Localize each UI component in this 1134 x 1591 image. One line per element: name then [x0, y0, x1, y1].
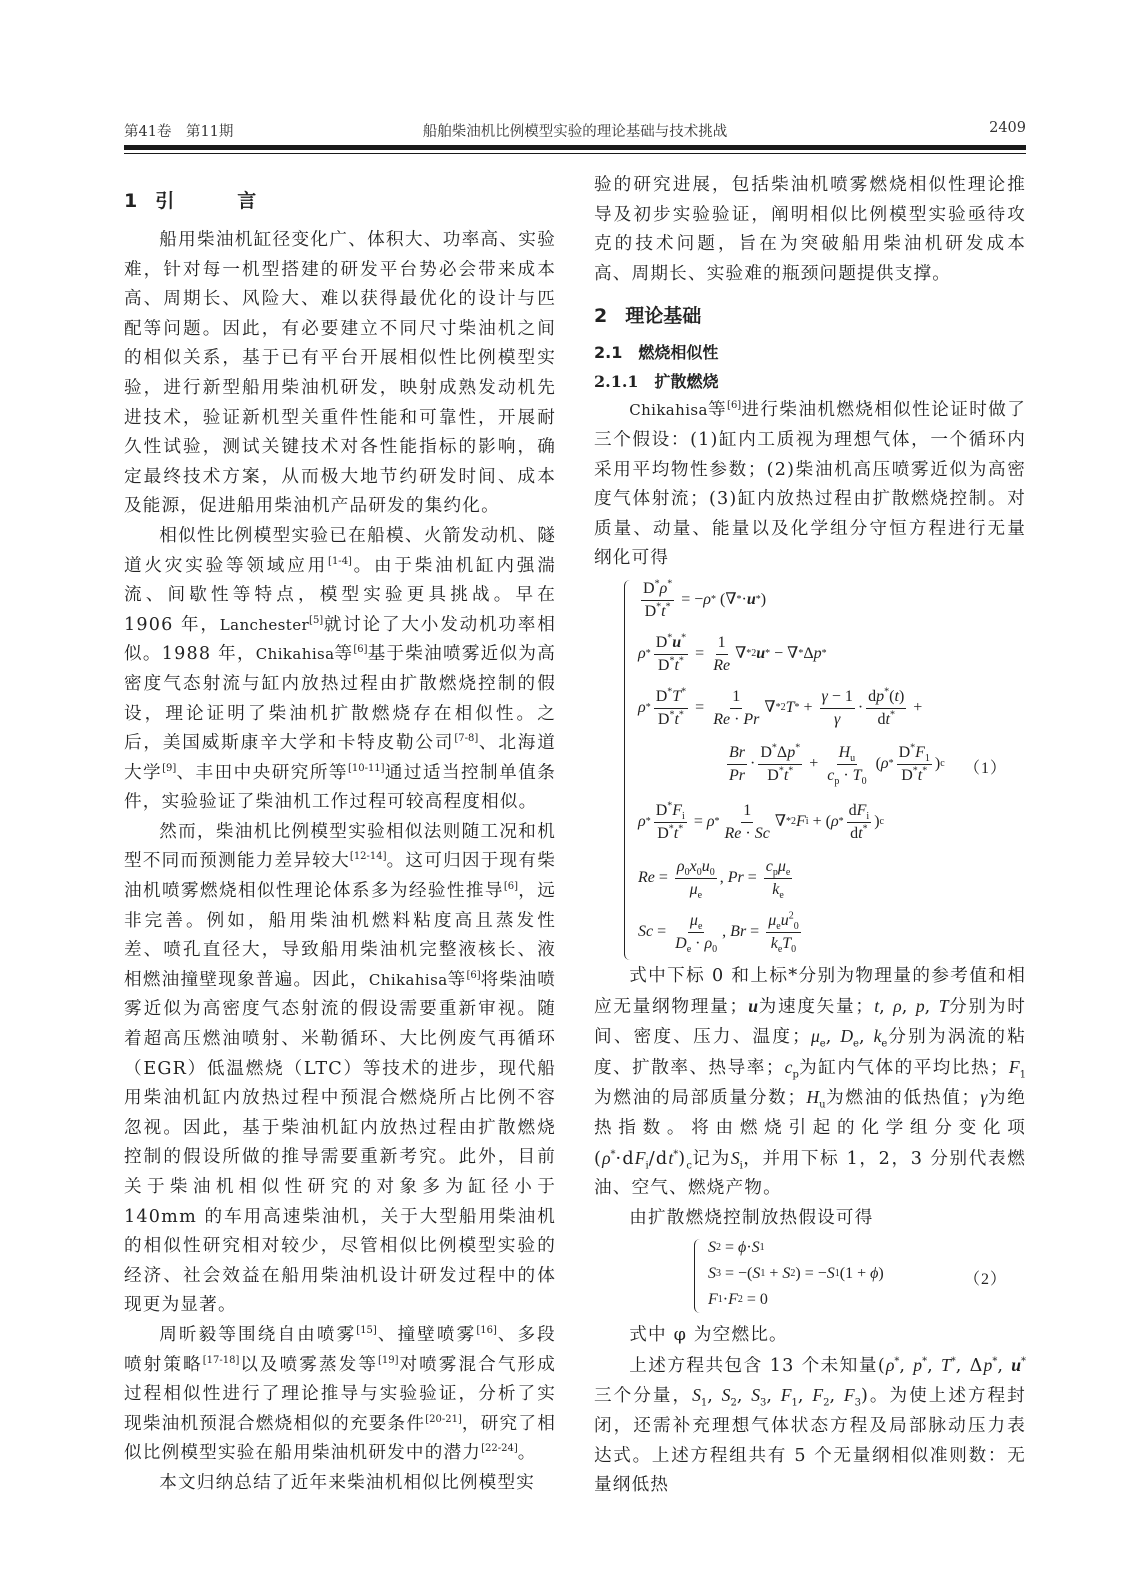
citation: [16] — [476, 1324, 497, 1336]
section-2-heading — [594, 299, 1026, 333]
subsection-heading: 2.1 燃烧相似性 — [594, 343, 719, 363]
author-name: Lanchester — [219, 615, 310, 634]
section-title: 引 言 — [155, 190, 279, 212]
citation: [17-18] — [202, 1354, 240, 1366]
eq1-energy-cont: $\frac{Br}{Pr}$ · $\frac{D^*\Delta p^*}{D^*t^*}$ + $\frac{H_u}{c_p \cdot T_0}$ ( ρ * $\frac{D^*F_1}{D^*t^*}$ ) c — [729, 742, 945, 787]
author-name: Chikahisa — [629, 401, 708, 420]
equation-number: （1） — [964, 759, 1008, 777]
eq2-line3: F 1 · F 2 = 0 — [708, 1291, 768, 1309]
equation-number: （2） — [964, 1271, 1008, 1289]
paragraph: 周昕毅等围绕自由喷雾[15]、撞壁喷雾[16]、多段喷射策略[17-18]以及喷雾蒸发等[19]对喷雾混合气形成过程相似性进行了理论推导与实验验证，分析了实现柴油机预混合燃烧相似的充要条件[20-21]，研究了相似比例模型实验在船用柴油机研发中的潜力[22-24]。 — [124, 1324, 557, 1464]
citation: [15] — [356, 1324, 377, 1336]
running-title: 船舶柴油机比例模型实验的理论基础与技术挑战 — [422, 124, 728, 140]
author-name: Chikahisa — [368, 970, 448, 989]
citation: [6] — [466, 969, 481, 981]
eq1-re-pr: Re = $\frac{\rho_0x_0u_0}{\mu_e}$ , Pr = $\frac{c_p\mu_e}{k_e}$ — [638, 857, 791, 901]
paragraph: 相似性比例模型实验已在船模、火箭发动机、隧道火灾实验等领域应用[1-4]。由于柴油机缸内强湍流、间歇性等特点，模型实验更具挑战。早在 1906 年，Lanchester[5]就讨论了大小发动机功率相似。1988 年，Chikahisa等[6]基于柴油喷雾近似为高密度气态射流与缸内放热过程由扩散燃烧控制的假设，理论证明了柴油机扩散燃烧存在相似性。之后，美国威斯康辛大学和卡特皮勒公司[7-8]、北海道大学[9]、丰田中央研究所等[10-11]通过适当控制单值条件，实验验证了柴油机工作过程可较高程度相似。 — [124, 525, 556, 813]
eq2-line1: S 2 = ϕ · S 1 — [708, 1239, 765, 1257]
volume-issue: 第41卷 第11期 — [124, 124, 234, 140]
paragraph: Chikahisa等[6]进行柴油机燃烧相似性论证时做了三个假设：(1)缸内工质视为理想气体，一个循环内采用平均物性参数；(2)柴油机高压喷雾近似为高密度气体射流；(3)缸内放热过程由扩散燃烧控制。对质量、动量、能量以及化学组分守恒方程进行无量纲化可得 — [594, 400, 1026, 569]
citation: [1-4] — [328, 555, 352, 567]
eq1-species: ρ * $\frac{D^*F_i}{D^*t^*}$ = ρ * $\frac{1}{Re \cdot Sc}$ ∇ *2 F i + ( ρ * $\frac{dF_i}{dt^*}$ ) c — [638, 800, 884, 842]
eq2-line2: S 3 = −( S 1 + S 2 ) = − S 1 (1 + ϕ ) — [708, 1265, 884, 1283]
citation: [12-14] — [349, 851, 387, 863]
paragraph: 式中 φ 为空燃比。 — [629, 1325, 788, 1346]
citation: [19] — [378, 1354, 399, 1366]
author-name: Chikahisa — [255, 645, 335, 664]
left-brace — [694, 1239, 703, 1313]
paragraph: 船用柴油机缸径变化广、体积大、功率高、实验难，针对每一机型搭建的研发平台势必会带来成本高、周期长、风险大、难以获得最优化的设计与匹配等问题。因此，有必要建立不同尺寸柴油机之间的相似关系，基于已有平台开展相似性比例模型实验，进行新型船用柴油机研发，映射成熟发动机先进技术，验证新机型关重件性能和可靠性，开展耐久性试验，测试关键技术对各性能指标的影响，确定最终技术方案，从而极大地节约研发时间、成本及能源，促进船用柴油机产品研发的集约化。 — [124, 230, 556, 517]
running-header — [124, 118, 1026, 142]
right-column — [594, 171, 1026, 1501]
citation: [6] — [503, 881, 518, 893]
citation: [6] — [353, 644, 368, 656]
section-number: 1 — [124, 190, 138, 212]
section-1-heading — [124, 184, 556, 218]
paragraph: 由扩散燃烧控制放热假设可得 — [629, 1207, 874, 1228]
paragraph: 然而，柴油机比例模型实验相似法则随工况和机型不同而预测能力差异较大[12-14]。这可归因于现有柴油机喷雾燃烧相似性理论体系多为经验性推导[6]，远非完善。例如，船用柴油机燃料粘度高且蒸发性差、喷孔直径大，导致船用柴油机完整液核长、液相燃油撞壁现象普遍。因此，Chikahisa等[6]将柴油喷雾近似为高密度气态射流的假设需要重新审视。随着超高压燃油喷射、米勒循环、大比例废气再循环（EGR）低温燃烧（LTC）等技术的进步，现代船用柴油机缸内放热过程中预混合燃烧所占比例不容忽视。因此，基于柴油机缸内放热过程由扩散燃烧控制的假设所做的推导需要重新考究。此外，目前关于柴油机相似性研究的对象多为缸径小于 140mm 的车用高速柴油机，关于大型船用柴油机的相似性研究相对较少，尽管相似比例模型实验的经济、社会效益在船用柴油机设计研发过程中的体现更为显著。 — [124, 821, 556, 1316]
citation: [5] — [309, 614, 324, 626]
eq1-sc-br: Sc = $\frac{\mu_e}{D_e \cdot \rho_0}$ , Br = $\frac{\mu_eu^2_0}{k_eT_0}$ — [638, 910, 799, 955]
paragraph: 上述方程共包含 13 个未知量(ρ*, p*, T*, Δp*, u*三个分量，$S_1$, $S_2$, $S_3$, $F_1$, $F_2$, $F_3$)。为使上述方程封闭，还需补充理想气体状态方程及局部脉动压力表达式。上述方程组共有 5 个无量纲相似准则数：无量纲低热 — [594, 1354, 1027, 1496]
eq1-momentum: ρ * $\frac{D^*u^*}{D^*t^*}$ = $\frac{1}{Re}$ ∇ *2 u * − ∇ * Δ p * — [638, 632, 827, 674]
eq1-mass: $\frac{D^*\rho^*}{D^*t^*}$ = − ρ * (∇ * · u * ) — [643, 578, 767, 620]
equation-2 — [694, 1237, 1026, 1315]
citation: [10-11] — [347, 762, 385, 774]
citation: [7-8] — [454, 733, 479, 745]
citation: [9] — [162, 762, 177, 774]
paragraph: 式中下标 0 和上标*分别为物理量的参考值和相应无量纲物理量；u为速度矢量；t, ρ, p, T分别为时间、密度、压力、温度；$\mu_e$, $D_e$, $k_e$分别为涡流的粘度、扩散率、热导率；$c_p$为缸内气体的平均比热；$F_1$为燃油的局部质量分数；$H_u$为燃油的低热值；γ为绝热指数。将由燃烧引起的化学组分变化项$(\rho^*\cdot dF_i/dt^*)_c$记为$S_i$，并用下标 1，2，3 分别代表燃油、空气、燃烧产物。 — [594, 965, 1027, 1199]
citation: [6] — [727, 400, 742, 412]
paragraph-continued: 验的研究进展，包括柴油机喷雾燃烧相似性理论推导及初步实验验证，阐明相似比例模型实验亟待攻克的技术问题，旨在为突破船用柴油机研发成本高、周期长、实验难的瓶颈问题提供支撑。 — [594, 175, 1026, 284]
equation-1 — [624, 578, 1026, 962]
subsubsection-heading: 2.1.1 扩散燃烧 — [594, 372, 719, 392]
header-rule-thick — [124, 145, 1026, 150]
page-number: 2409 — [989, 120, 1026, 136]
eq1-energy: ρ * $\frac{D^*T^*}{D^*t^*}$ = $\frac{1}{Re \cdot Pr}$ ∇ *2 T * + $\frac{\gamma - 1}{\gamma}$ · $\frac{dp^*(t)}{dt^*}$ + — [638, 686, 923, 728]
paragraph: 本文归纳总结了近年来柴油机相似比例模型实 — [159, 1472, 536, 1493]
citation: [22-24] — [481, 1443, 518, 1455]
section-title: 理论基础 — [625, 305, 702, 328]
section-number: 2 — [594, 305, 608, 328]
left-column — [124, 184, 556, 1499]
citation: [20-21] — [425, 1413, 462, 1425]
left-brace — [624, 580, 633, 960]
header-rule-thin — [124, 153, 1026, 154]
